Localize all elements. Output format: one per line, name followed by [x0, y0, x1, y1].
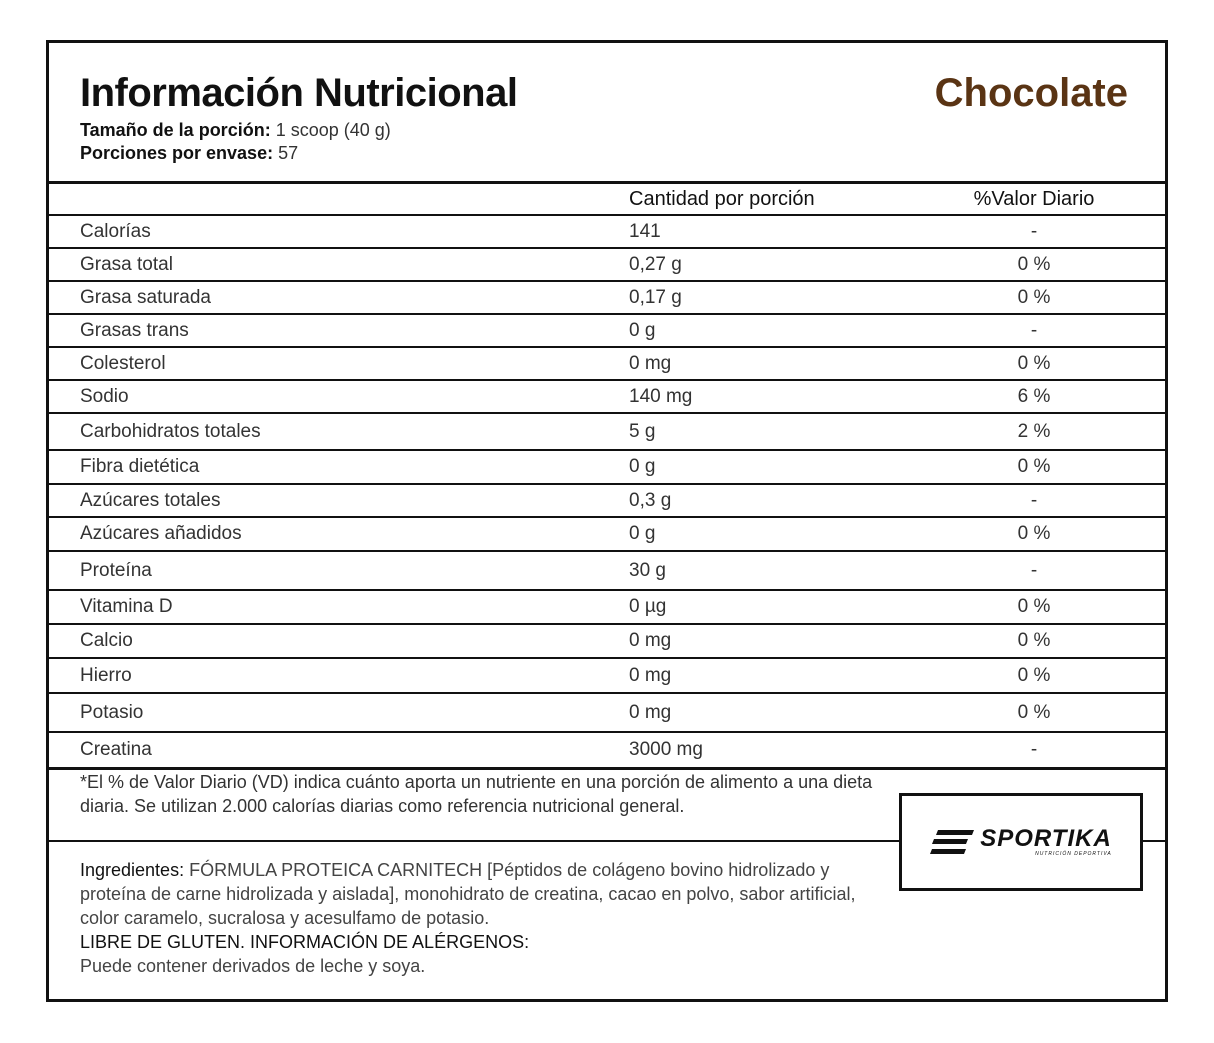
nutrient-daily-value: 2 %: [1017, 420, 1051, 442]
nutrient-amount: 140 mg: [629, 385, 693, 407]
nutrient-amount: 0 g: [629, 523, 656, 544]
table-row: [49, 485, 1165, 518]
table-row: [49, 694, 1165, 733]
serving-size-label: Tamaño de la porción:: [80, 120, 271, 140]
nutrient-daily-value: -: [1030, 220, 1038, 242]
nutrient-amount: 0 mg: [629, 630, 672, 651]
ingredients-label: Ingredientes:: [80, 860, 185, 880]
nutrient-amount: 141: [629, 220, 661, 242]
column-header-daily-value: %Valor Diario: [973, 187, 1095, 210]
allergen-text: Puede contener derivados de leche y soya.: [80, 956, 426, 976]
nutrient-amount: 0,17 g: [629, 286, 682, 308]
nutrient-amount: 0 mg: [629, 664, 672, 686]
servings-label: Porciones por envase:: [80, 143, 274, 163]
nutrition-table: [49, 181, 1165, 770]
table-row: [49, 451, 1165, 485]
table-row: [49, 249, 1165, 282]
table-row: [49, 733, 1165, 770]
nutrient-amount: 0,27 g: [629, 253, 682, 275]
nutrient-daily-value: 0 %: [1017, 630, 1051, 651]
nutrient-daily-value: 0 %: [1017, 596, 1051, 617]
nutrient-name: Potasio: [80, 701, 144, 723]
sportika-mark-icon: [930, 829, 974, 855]
table-row: [49, 414, 1165, 451]
page-title: Información Nutricional: [80, 71, 518, 115]
nutrient-name: Vitamina D: [80, 596, 173, 617]
nutrient-daily-value: 0 %: [1017, 664, 1051, 686]
nutrient-daily-value: 0 %: [1017, 286, 1051, 308]
nutrient-daily-value: -: [1030, 559, 1038, 581]
gluten-allergen-heading: LIBRE DE GLUTEN. INFORMACIÓN DE ALÉRGENOS:: [80, 932, 530, 952]
ingredients-text: FÓRMULA PROTEICA CARNITECH [Péptidos de colágeno bovino hidrolizado y proteína de carne hidrolizada y aislada], monohidrato de creatina, cacao en polvo, sabor artificial, color caramelo, sucralosa y acesulfamo de potasio.: [80, 860, 856, 928]
table-row: [49, 315, 1165, 348]
nutrient-daily-value: -: [1030, 489, 1038, 511]
table-row: [49, 518, 1165, 552]
nutrition-facts-panel: [46, 40, 1168, 1002]
nutrient-amount: 30 g: [629, 559, 666, 581]
table-row: [49, 591, 1165, 625]
nutrient-name: Grasa total: [80, 253, 173, 275]
servings-per-container: [80, 142, 298, 164]
nutrient-name: Proteína: [80, 559, 152, 581]
brand-logo: [899, 793, 1143, 891]
table-row: [49, 625, 1165, 659]
serving-size-value: 1 scoop (40 g): [275, 120, 391, 140]
daily-value-footnote: *El % de Valor Diario (VD) indica cuánto aporta un nutriente en una porción de alimento a una dieta diaria. Se utilizan 2.000 calorías diarias como referencia nutricional general.: [80, 772, 873, 816]
nutrient-amount: 0 g: [629, 319, 656, 341]
nutrient-name: Fibra dietética: [80, 456, 200, 477]
nutrient-name: Creatina: [80, 739, 152, 760]
nutrient-amount: 0 µg: [629, 596, 667, 617]
nutrient-daily-value: -: [1030, 319, 1038, 341]
table-row: [49, 348, 1165, 381]
nutrient-daily-value: 0 %: [1017, 352, 1051, 374]
nutrient-name: Hierro: [80, 664, 132, 686]
nutrient-daily-value: 6 %: [1017, 385, 1051, 407]
brand-tagline: NUTRICIÓN DEPORTIVA: [1035, 851, 1112, 857]
nutrient-name: Sodio: [80, 385, 129, 407]
ingredients-section: [80, 858, 870, 978]
nutrient-name: Calorías: [80, 220, 151, 242]
table-row: [49, 659, 1165, 694]
table-header: [49, 184, 1165, 216]
nutrient-daily-value: 0 %: [1017, 701, 1051, 723]
table-row: [49, 381, 1165, 414]
column-header-amount: Cantidad por porción: [629, 187, 815, 210]
nutrient-name: Calcio: [80, 630, 133, 651]
nutrient-name: Grasas trans: [80, 319, 189, 341]
table-row: [49, 282, 1165, 315]
nutrient-name: Azúcares totales: [80, 489, 221, 511]
brand-name: SPORTIKA: [980, 825, 1112, 852]
serving-size: [80, 119, 391, 141]
nutrient-name: Azúcares añadidos: [80, 523, 242, 544]
nutrient-daily-value: 0 %: [1017, 523, 1051, 544]
nutrient-name: Colesterol: [80, 352, 166, 374]
nutrient-daily-value: -: [1030, 739, 1038, 760]
nutrient-amount: 0 g: [629, 456, 656, 477]
nutrient-amount: 0,3 g: [629, 489, 672, 511]
nutrient-name: Grasa saturada: [80, 286, 211, 308]
nutrient-amount: 3000 mg: [629, 739, 703, 760]
nutrient-amount: 0 mg: [629, 701, 672, 723]
nutrient-name: Carbohidratos totales: [80, 420, 261, 442]
nutrient-rows: [49, 216, 1165, 770]
nutrient-daily-value: 0 %: [1017, 456, 1051, 477]
table-row: [49, 216, 1165, 249]
table-row: [49, 552, 1165, 591]
nutrient-amount: 5 g: [629, 420, 656, 442]
servings-value: 57: [278, 143, 299, 163]
nutrient-amount: 0 mg: [629, 352, 672, 374]
nutrient-daily-value: 0 %: [1017, 253, 1051, 275]
flavor-label: Chocolate: [934, 71, 1128, 115]
